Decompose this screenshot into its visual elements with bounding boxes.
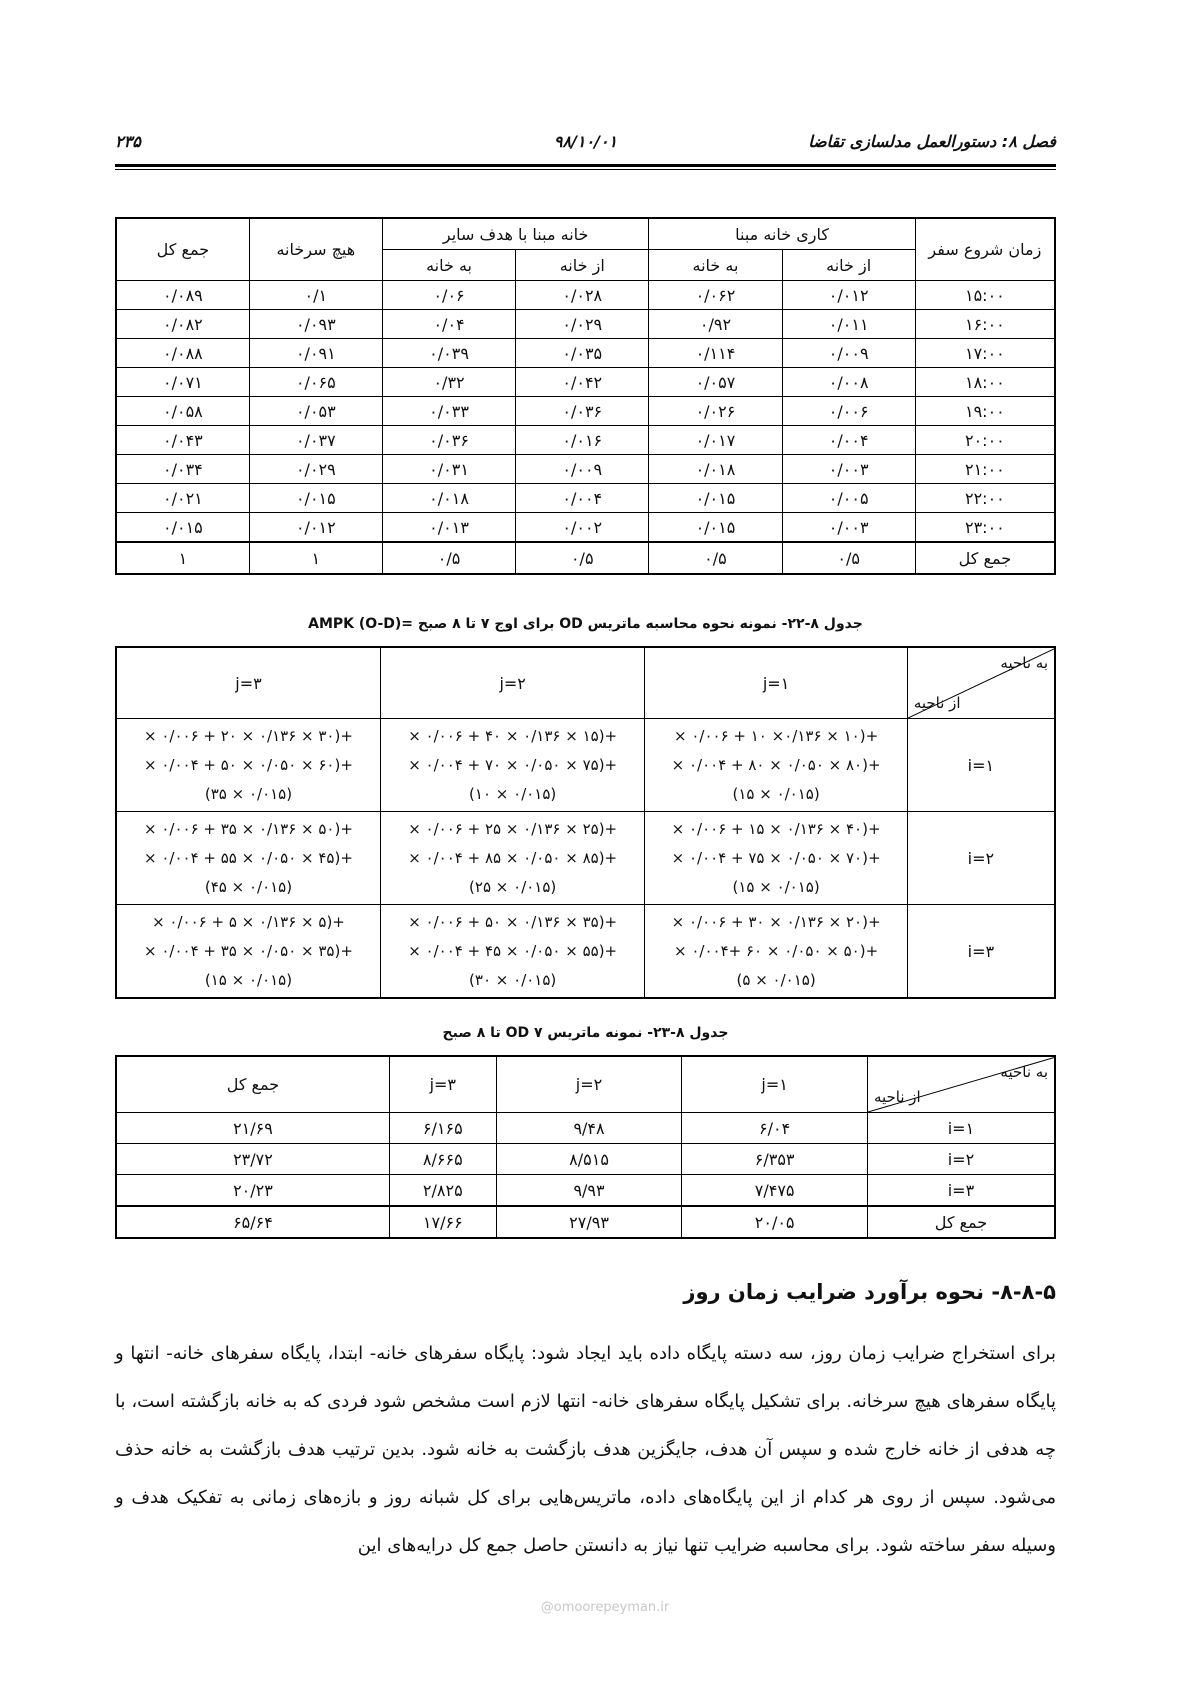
- od-matrix-table: [115, 1055, 1056, 1239]
- value-cell: ۸/۵۱۵: [496, 1144, 682, 1175]
- time-cell: ۱۸:۰۰: [915, 368, 1055, 397]
- value-cell: ۰/۰۲۹: [516, 310, 649, 339]
- value-cell: ۹/۴۸: [496, 1113, 682, 1144]
- total-cell: ۱: [116, 542, 249, 574]
- value-cell: ۰/۱۱۴: [649, 339, 782, 368]
- table3-caption: جدول ۸-۲۳- نمونه ماتریس OD ۷ تا ۸ صبح: [442, 1025, 729, 1041]
- table-row: [116, 484, 1055, 513]
- table-row: [116, 1175, 1055, 1207]
- value-cell: ۰/۰۲۸: [516, 281, 649, 310]
- col-header: j=۲: [496, 1056, 682, 1113]
- revision-date: ۹۸/۱۰/۰۱: [553, 132, 618, 151]
- formula-line: +(۳۰ × ۰/۱۳۶ × ۲۰ + ۰/۰۰۶ ×: [144, 726, 353, 745]
- formula-line: (۰/۰۱۵ × ۴۵): [204, 877, 293, 896]
- formula-line: +(۳۵ × ۰/۱۳۶ × ۵۰ + ۰/۰۰۶ ×: [408, 912, 618, 931]
- header-home-work: کاری خانه مبنا: [649, 218, 915, 250]
- col-header: j=۳: [389, 1056, 496, 1113]
- value-cell: ۰/۰۰۳: [782, 513, 915, 543]
- formula-line: +(۴۵ × ۰/۰۵۰ × ۵۵ + ۰/۰۰۴ ×: [144, 848, 353, 867]
- value-cell: ۰/۰۰۵: [782, 484, 915, 513]
- formula-line: (۰/۰۱۵ × ۳۰): [469, 970, 557, 989]
- value-cell: ۰/۰۰۴: [516, 484, 649, 513]
- value-cell: ۰/۰۷۱: [116, 368, 249, 397]
- value-cell: ۰/۰۱۸: [382, 484, 515, 513]
- formula-line: +(۱۰ × ۰/۱۳۶× ۱۰ + ۰/۰۰۶ ×: [674, 726, 879, 745]
- table-row: [116, 426, 1055, 455]
- value-cell: ۰/۰۲۱: [116, 484, 249, 513]
- header-other-from-home: از خانه: [516, 250, 649, 281]
- to-zone-label: به ناحیه: [1000, 1063, 1048, 1081]
- total-cell: ۰/۵: [649, 542, 782, 574]
- header-work-to-home: به خانه: [649, 250, 782, 281]
- value-cell: ۰/۰۱۵: [649, 484, 782, 513]
- formula-line: +(۵۵ × ۰/۰۵۰ × ۴۵ + ۰/۰۰۴ ×: [408, 941, 618, 960]
- row-label: i=۱: [867, 1113, 1055, 1144]
- table-row: [116, 812, 1055, 905]
- total-cell: ۰/۵: [516, 542, 649, 574]
- formula-line: (۰/۰۱۵ × ۱۵): [732, 877, 820, 896]
- value-cell: ۸/۶۶۵: [389, 1144, 496, 1175]
- col-header: j=۱: [682, 1056, 868, 1113]
- value-cell: ۰/۰۱۸: [649, 455, 782, 484]
- formula-line: (۰/۰۱۵ × ۲۵): [469, 877, 557, 896]
- formula-line: +(۴۰ × ۰/۱۳۶ × ۱۵ + ۰/۰۰۶ ×: [671, 819, 881, 838]
- value-cell: ۲/۸۲۵: [389, 1175, 496, 1207]
- total-cell: ۰/۵: [382, 542, 515, 574]
- section-heading: ۸-۸-۵- نحوه برآورد ضرایب زمان روز: [683, 1280, 1056, 1304]
- col-header: j=۳: [116, 647, 380, 719]
- corner-diagonal-cell: [868, 1057, 1054, 1112]
- formula-line: +(۸۵ × ۰/۰۵۰ × ۸۵ + ۰/۰۰۴ ×: [408, 848, 618, 867]
- table-row: [116, 1144, 1055, 1175]
- time-cell: ۱۹:۰۰: [915, 397, 1055, 426]
- value-cell: ۰/۰۳۵: [516, 339, 649, 368]
- value-cell: ۰/۰۳۶: [382, 426, 515, 455]
- value-cell: ۰/۳۲: [382, 368, 515, 397]
- value-cell: ۶/۰۴: [682, 1113, 868, 1144]
- table-row: [116, 1206, 1055, 1238]
- value-cell: ۰/۰۱۵: [249, 484, 382, 513]
- value-cell: ۰/۰۳۳: [382, 397, 515, 426]
- time-cell: ۲۳:۰۰: [915, 513, 1055, 543]
- value-cell: ۰/۰۱۷: [649, 426, 782, 455]
- value-cell: ۲۷/۹۳: [496, 1206, 682, 1238]
- time-cell: ۲۰:۰۰: [915, 426, 1055, 455]
- value-cell: ۰/۱: [249, 281, 382, 310]
- from-zone-label: از ناحیه: [913, 694, 961, 712]
- formula-line: (۰/۰۱۵ × ۵): [736, 970, 816, 989]
- value-cell: ۰/۰۳۱: [382, 455, 515, 484]
- formula-cell: [380, 719, 644, 812]
- value-cell: ۰/۰۱۶: [516, 426, 649, 455]
- formula-cell: [116, 812, 380, 905]
- table-row: [116, 455, 1055, 484]
- header-non-home: هیچ سرخانه: [249, 218, 382, 281]
- col-header: j=۲: [380, 647, 644, 719]
- formula-cell: [645, 905, 907, 999]
- header-rule-thick: [115, 164, 1056, 167]
- formula-cell: [645, 719, 907, 812]
- formula-line: +(۷۰ × ۰/۰۵۰ × ۷۵ + ۰/۰۰۴ ×: [671, 848, 881, 867]
- row-label: i=۲: [907, 812, 1055, 905]
- formula-cell: [380, 905, 644, 999]
- formula-line: +(۲۰ × ۰/۱۳۶ × ۳۰ + ۰/۰۰۶ ×: [671, 912, 881, 931]
- formula-line: +(۱۵ × ۰/۱۳۶ × ۴۰ + ۰/۰۰۶ ×: [408, 726, 618, 745]
- od-calculation-table: [115, 646, 1056, 999]
- value-cell: ۰/۰۶: [382, 281, 515, 310]
- formula-line: (۰/۰۱۵ × ۳۵): [204, 784, 293, 803]
- header-total: جمع کل: [116, 218, 249, 281]
- value-cell: ۷/۴۷۵: [682, 1175, 868, 1207]
- value-cell: ۰/۰۴۲: [516, 368, 649, 397]
- page-number: ۲۳۵: [115, 132, 141, 151]
- header-start-time: زمان شروع سفر: [915, 218, 1055, 281]
- time-cell: ۱۵:۰۰: [915, 281, 1055, 310]
- row-label: i=۱: [907, 719, 1055, 812]
- value-cell: ۰/۰۱۵: [649, 513, 782, 543]
- value-cell: ۹/۹۳: [496, 1175, 682, 1207]
- value-cell: ۰/۰۱۲: [249, 513, 382, 543]
- value-cell: ۰/۰۹۳: [249, 310, 382, 339]
- value-cell: ۰/۰۸۸: [116, 339, 249, 368]
- corner-diagonal-cell: [908, 648, 1054, 718]
- value-cell: ۰/۰۵۳: [249, 397, 382, 426]
- header-rule-thin: [115, 169, 1056, 170]
- value-cell: ۰/۰۵۸: [116, 397, 249, 426]
- formula-line: (۰/۰۱۵ × ۱۰): [469, 784, 557, 803]
- formula-cell: [380, 812, 644, 905]
- row-label: i=۲: [867, 1144, 1055, 1175]
- table-row: [116, 719, 1055, 812]
- formula-line: +(۶۰ × ۰/۰۵۰ × ۵۰ + ۰/۰۰۴ ×: [144, 755, 353, 774]
- table-row: [116, 905, 1055, 999]
- value-cell: ۶۵/۶۴: [116, 1206, 389, 1238]
- table-row: [116, 368, 1055, 397]
- value-cell: ۶/۱۶۵: [389, 1113, 496, 1144]
- value-cell: ۰/۰۰۴: [782, 426, 915, 455]
- header-other-to-home: به خانه: [382, 250, 515, 281]
- table-row: [116, 339, 1055, 368]
- formula-line: +(۵ × ۰/۱۳۶ × ۵ + ۰/۰۰۶ ×: [152, 912, 345, 931]
- total-cell: ۱: [249, 542, 382, 574]
- time-cell: ۲۲:۰۰: [915, 484, 1055, 513]
- row-label: i=۳: [907, 905, 1055, 999]
- value-cell: ۰/۰۰۶: [782, 397, 915, 426]
- table-row: [116, 397, 1055, 426]
- time-cell: ۲۱:۰۰: [915, 455, 1055, 484]
- formula-line: (۰/۰۱۵ × ۱۵): [732, 784, 820, 803]
- value-cell: ۰/۰۶۵: [249, 368, 382, 397]
- value-cell: ۰/۰۳۴: [116, 455, 249, 484]
- formula-line: +(۸۰ × ۰/۰۵۰ × ۸۰ + ۰/۰۰۴ ×: [671, 755, 881, 774]
- value-cell: ۰/۰۴: [382, 310, 515, 339]
- table-row: [116, 310, 1055, 339]
- header-home-other: خانه مبنا با هدف سایر: [382, 218, 648, 250]
- formula-line: +(۵۰ × ۰/۰۵۰ × ۶۰ +۰/۰۰۴ ×: [674, 941, 879, 960]
- table-row: [116, 513, 1055, 543]
- value-cell: ۰/۰۳۹: [382, 339, 515, 368]
- value-cell: ۰/۰۰۸: [782, 368, 915, 397]
- section-paragraph: برای استخراج ضرایب زمان روز، سه دسته پایگاه داده باید ایجاد شود: پایگاه سفرهای خانه- ابتدا، پایگاه سفرهای خانه- انتها و پایگاه سفرهای هیچ سرخانه. برای تشکیل پایگاه سفرهای خانه- انتها لازم است مشخص شود فردی که به خانه بازگشته است، با چه هدفی از خانه خارج شده و سپس آن هدف، جایگزین هدف بازگشت به خانه شود. بدین ترتیب هدف بازگشت به خانه حذف می‌شود. سپس از روی هر کدام از این پایگاه‌های داده، ماتریس‌هایی برای کل شبانه روز و بازه‌های زمانی به تفکیک هدف و وسیله سفر ساخته شود. برای محاسبه ضرایب تنها نیاز به دانستن حاصل جمع کل درایه‌های این: [115, 1343, 1056, 1556]
- value-cell: ۰/۰۱۵: [116, 513, 249, 543]
- total-cell: ۰/۵: [782, 542, 915, 574]
- formula-line: +(۳۵ × ۰/۰۵۰ × ۳۵ + ۰/۰۰۴ ×: [144, 941, 353, 960]
- value-cell: ۰/۰۱۲: [782, 281, 915, 310]
- table2-caption: جدول ۸-۲۲- نمونه نحوه محاسبه ماتریس OD برای اوج ۷ تا ۸ صبح =(AMPK (O-D: [308, 616, 863, 632]
- value-cell: ۶/۳۵۳: [682, 1144, 868, 1175]
- page-header: [115, 128, 1056, 158]
- header-work-from-home: از خانه: [782, 250, 915, 281]
- row-label: جمع کل: [867, 1206, 1055, 1238]
- formula-line: +(۵۰ × ۰/۱۳۶ × ۳۵ + ۰/۰۰۶ ×: [144, 819, 353, 838]
- value-cell: ۰/۰۰۳: [782, 455, 915, 484]
- value-cell: ۰/۰۲۶: [649, 397, 782, 426]
- formula-cell: [116, 719, 380, 812]
- formula-cell: [116, 905, 380, 999]
- row-label: i=۳: [867, 1175, 1055, 1207]
- value-cell: ۰/۰۰۹: [516, 455, 649, 484]
- value-cell: ۰/۰۶۲: [649, 281, 782, 310]
- value-cell: ۰/۰۴۳: [116, 426, 249, 455]
- value-cell: ۰/۰۵۷: [649, 368, 782, 397]
- formula-line: +(۷۵ × ۰/۰۵۰ × ۷۰ + ۰/۰۰۴ ×: [408, 755, 618, 774]
- from-zone-label: از ناحیه: [873, 1088, 921, 1106]
- time-cell: ۱۷:۰۰: [915, 339, 1055, 368]
- value-cell: ۲۰/۲۳: [116, 1175, 389, 1207]
- formula-line: +(۲۵ × ۰/۱۳۶ × ۲۵ + ۰/۰۰۶ ×: [408, 819, 618, 838]
- table-row: [116, 281, 1055, 310]
- col-header: جمع کل: [116, 1056, 389, 1113]
- value-cell: ۱۷/۶۶: [389, 1206, 496, 1238]
- value-cell: ۰/۰۸۹: [116, 281, 249, 310]
- value-cell: ۰/۰۳۷: [249, 426, 382, 455]
- watermark: @omoorepeyman.ir: [540, 1600, 670, 1615]
- value-cell: ۲۱/۶۹: [116, 1113, 389, 1144]
- time-cell: ۱۶:۰۰: [915, 310, 1055, 339]
- value-cell: ۰/۰۰۹: [782, 339, 915, 368]
- value-cell: ۰/۰۰۲: [516, 513, 649, 543]
- table-row: [116, 1113, 1055, 1144]
- value-cell: ۰/۰۸۲: [116, 310, 249, 339]
- chapter-title: فصل ۸: دستورالعمل مدلسازی تقاضا: [808, 132, 1056, 151]
- value-cell: ۰/۰۱۱: [782, 310, 915, 339]
- table1-total-row: [116, 542, 1055, 574]
- formula-cell: [645, 812, 907, 905]
- total-cell: جمع کل: [915, 542, 1055, 574]
- col-header: j=۱: [645, 647, 907, 719]
- value-cell: ۰/۰۳۶: [516, 397, 649, 426]
- value-cell: ۰/۹۲: [649, 310, 782, 339]
- value-cell: ۰/۰۱۳: [382, 513, 515, 543]
- value-cell: ۰/۰۲۹: [249, 455, 382, 484]
- value-cell: ۲۳/۷۲: [116, 1144, 389, 1175]
- value-cell: ۲۰/۰۵: [682, 1206, 868, 1238]
- value-cell: ۰/۰۹۱: [249, 339, 382, 368]
- to-zone-label: به ناحیه: [1000, 654, 1048, 672]
- formula-line: (۰/۰۱۵ × ۱۵): [204, 970, 293, 989]
- time-of-day-factors-table: [115, 217, 1056, 575]
